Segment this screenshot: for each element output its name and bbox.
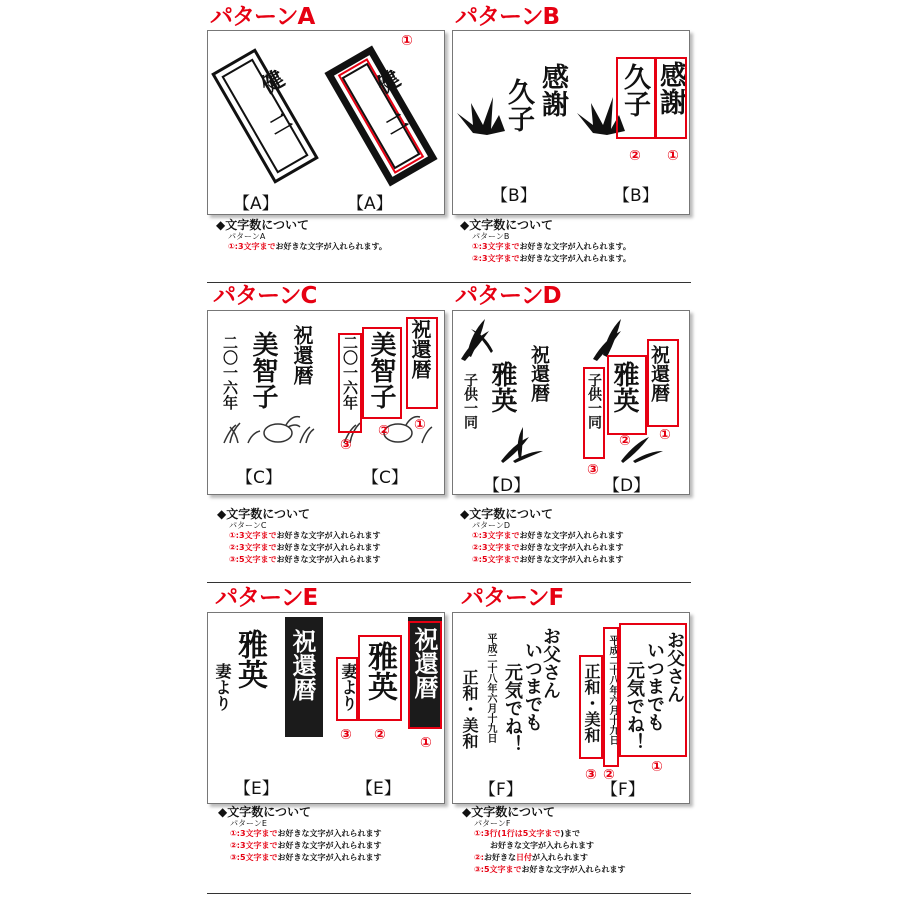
info-line-2-num: ②: [474,853,484,862]
marker-1: ① [420,735,432,751]
info-line-2-num: ②:3文字まで [230,841,278,850]
label-e-right: 【E】 [356,779,401,799]
text-line-1: お父さん [540,627,561,699]
info-line-1-end: )まで [560,829,580,838]
text-date: 二〇一六年 [221,335,239,410]
marker-2: ② [603,767,615,783]
info-line-2-num: ②:3文字まで [229,543,277,552]
marker-1: ① [659,427,671,443]
highlight-3 [336,657,358,721]
info-line-1-text: お好きな文字が入れられます。 [519,242,631,251]
text-name-2: 久子 [619,63,650,117]
highlight-2 [362,327,402,419]
info-line-2-pre: お好きな [483,853,516,862]
text-from-2: 妻より [339,663,358,711]
info-line-1-num: ①:3文字まで [230,829,278,838]
info-line-2-post: が入れられます [531,853,588,862]
label-c-right: 【C】 [362,468,408,488]
text-names-2: 正和・美和 [582,663,601,743]
info-line-2-text: お好きな文字が入れられます。 [519,254,631,263]
marker-2: ② [629,148,641,164]
tag-text-3: 健 [370,65,404,99]
info-line-3-text: お好きな文字が入れられます [521,865,626,874]
text-name: 雅英 [232,629,267,689]
info-line-1-num: ①:3文字まで [228,242,276,251]
text-name: 美智子 [248,331,278,409]
info-line-1-num: ①:3文字まで [472,531,520,540]
text-celebration-2: 祝還暦 [410,627,439,699]
highlight-2 [603,627,619,767]
info-sub: パターンD [472,521,510,530]
info-line-2-text: お好きな文字が入れられます [276,543,381,552]
highlight-1 [655,57,687,139]
pattern-a-sample [207,30,445,215]
highlight-1 [619,623,687,757]
tag-text-2: 二 [262,107,296,141]
label-a-right: 【A】 [347,194,393,214]
info-heading: ◆文字数について [460,507,553,521]
marker-1: ① [414,417,426,433]
pattern-f-title: パターンF [461,585,564,611]
text-name-2: 雅英 [362,641,397,701]
info-sub: パターンC [229,521,267,530]
pattern-e-title: パターンE [215,585,318,611]
label-b-right: 【B】 [613,186,659,206]
info-line-3-text: お好きな文字が入れられます [519,555,624,564]
highlight-1 [408,621,442,729]
text-date-2: 二〇一六年 [341,335,359,410]
info-line-2-text: お好きな文字が入れられます [519,543,624,552]
pattern-e-sample [207,612,445,804]
text-line-2: いつまでも [522,641,543,731]
highlight-1 [406,317,438,409]
info-line-1-num: ①:3文字まで [472,242,520,251]
highlight-1 [647,339,679,427]
info-sub: パターンE [230,819,267,828]
label-e-left: 【E】 [234,779,279,799]
info-sub: パターンA [228,232,266,241]
text-celebration: 祝還暦 [288,629,317,701]
label-b-left: 【B】 [491,186,537,206]
text-line-2b: いつまでも [644,641,665,731]
info-line-2-text: お好きな文字が入れられます [277,841,382,850]
text-thanks: 感謝 [537,63,568,117]
text-name: 久子 [503,78,534,132]
info-line-2-date: 日付 [515,853,532,862]
info-sub: パターンF [474,819,511,828]
info-line-1-text: お好きな文字が入れられます [490,841,594,850]
pattern-f-sample [452,612,690,804]
text-date-2: 平成二十八年六月十九日 [607,635,618,745]
marker-1: ① [667,148,679,164]
label-f-left: 【F】 [479,780,523,800]
info-line-1-num: ①:3文字まで [229,531,277,540]
label-f-right: 【F】 [601,780,645,800]
text-celebration: 祝還暦 [290,325,314,385]
text-from: 子供一同 [462,373,478,429]
marker-2: ② [378,423,390,439]
text-names: 正和・美和 [460,669,479,749]
info-line-3-num: ③:5文字まで [474,865,522,874]
info-line-3-num: ③:5文字まで [230,853,278,862]
text-from: 妻より [213,663,232,711]
pattern-f-info [462,806,626,876]
marker-2: ② [619,433,631,449]
text-name-2: 美智子 [366,331,396,409]
text-line-3: 元気でね！ [502,663,523,753]
pattern-d-info [460,508,624,566]
info-line-2-num: ②:3文字まで [472,254,520,263]
info-heading: ◆文字数について [217,507,310,521]
marker-1: ① [651,759,663,775]
pattern-c-title: パターンC [213,283,317,309]
marker-3: ③ [585,767,597,783]
text-date: 平成二十八年六月十九日 [485,633,496,743]
info-heading: ◆文字数について [460,218,553,232]
highlight-3 [579,655,603,759]
divider [207,582,691,583]
label-a-left: 【A】 [233,194,279,214]
pattern-b-title: パターンB [455,4,560,30]
info-line-1-text: お好きな文字が入れられます [519,531,624,540]
info-heading: ◆文字数について [218,805,311,819]
info-line-1-limit: 1行は5文字まで [501,829,561,838]
label-c-left: 【C】 [236,468,282,488]
text-name-2: 雅英 [609,361,639,413]
text-line-1b: お父さん [664,631,685,703]
marker-2: ② [374,727,386,743]
info-line-3-text: お好きな文字が入れられます [276,555,381,564]
label-d-right: 【D】 [603,476,651,495]
info-sub: パターンB [472,232,510,241]
pattern-d-sample [452,310,690,495]
highlight-2 [358,635,402,721]
marker-3: ③ [340,437,352,453]
text-line-3b: 元気でね！ [624,661,645,751]
text-celebration: 祝還暦 [528,345,550,402]
highlight-2 [616,57,656,139]
info-line-1-text: お好きな文字が入れられます [276,531,381,540]
divider [207,893,691,894]
pattern-b-sample [452,30,690,215]
marker-1: ① [401,33,413,49]
highlight-3 [583,367,605,459]
info-line-3-num: ③:5文字まで [472,555,520,564]
tag-text-4: 二 [378,107,412,141]
info-heading: ◆文字数について [462,805,555,819]
pattern-d-title: パターンD [455,283,561,309]
info-line-1-text: お好きな文字が入れられます [277,829,382,838]
marker-3: ③ [340,727,352,743]
pattern-a-info [216,219,387,253]
info-line-1-num: ①:3行( [474,829,502,838]
pattern-a-title: パターンA [210,4,315,30]
marker-3: ③ [587,462,599,478]
text-celebration-2: 祝還暦 [648,345,670,402]
text-name: 雅英 [487,361,517,413]
pattern-c-info [217,508,381,566]
text-celebration-2: 祝還暦 [408,319,432,379]
pattern-c-sample [207,310,445,495]
pattern-e-info [218,806,382,864]
highlight-2 [607,355,647,435]
text-from-2: 子供一同 [586,373,602,429]
info-line-1-text: お好きな文字が入れられます。 [275,242,387,251]
info-heading: ◆文字数について [216,218,309,232]
text-thanks-2: 感謝 [655,61,686,115]
info-line-2-num: ②:3文字まで [472,543,520,552]
pattern-b-info [460,219,631,265]
highlight-3 [338,333,362,433]
label-d-left: 【D】 [483,476,531,495]
tag-text-1: 健 [254,65,288,99]
info-line-3-text: お好きな文字が入れられます [277,853,382,862]
info-line-3-num: ③:5文字まで [229,555,277,564]
